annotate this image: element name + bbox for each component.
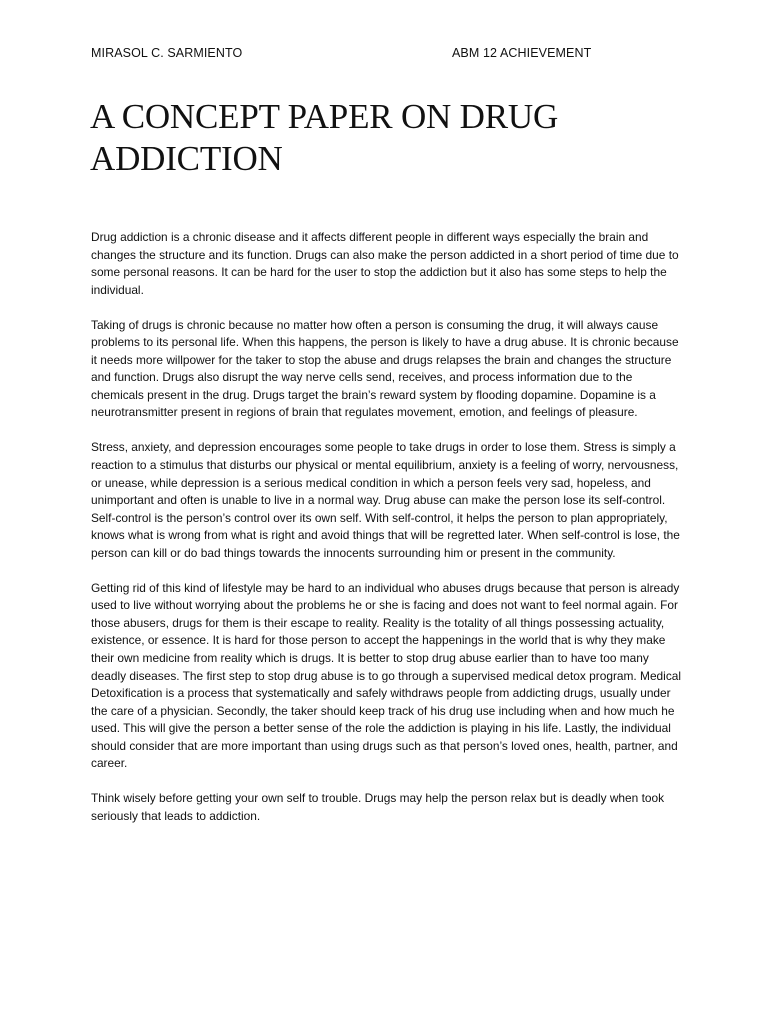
page-header — [91, 46, 611, 64]
document-title: A CONCEPT PAPER ON DRUG ADDICTION — [90, 97, 559, 178]
paragraph-5: Think wisely before getting your own self to trouble. Drugs may help the person relax but is deadly when took seriously that leads to addiction. — [91, 791, 665, 823]
paragraph-1: Drug addiction is a chronic disease and it affects different people in different ways especially the brain and changes the structure and its function. Drugs can also make the person addicted in a short period of time due to some personal reasons. It can be hard for the user to stop the addiction but it also has some steps to help the individual. — [91, 230, 679, 297]
paragraph-3: Stress, anxiety, and depression encourages some people to take drugs in order to lose them. Stress is simply a reaction to a stimulus that disturbs our physical or mental equilibrium, anxiety is a feeling of worry, nervousness, or unease, while depression is a serious medical condition in which a person feels very sad, hopeless, and unimportant and often is unable to live in a normal way. Drug abuse can make the person lose its self-control. Self-control is the person’s control over its own self. With self-control, it helps the person to plan appropriately, knows what is wrong from what is right and avoid things that will be regretted later. When self-control is lose, the person can kill or do bad things towards the innocents surrounding him or present in the community. — [91, 440, 680, 560]
author-name: MIRASOL C. SARMIENTO — [91, 46, 243, 60]
paragraph-2: Taking of drugs is chronic because no matter how often a person is consuming the drug, it will always cause problems to its personal life. When this happens, the person is likely to have a drug abuse. It is chronic because it needs more willpower for the taker to stop the abuse and drugs relapses the brain and changes the structure and function. Drugs also disrupt the way nerve cells send, receives, and process information due to the chemicals present in the drug. Drugs target the brain’s reward system by flooding dopamine. Dopamine is a neurotransmitter present in regions of brain that regulates movement, emotion, and feelings of pleasure. — [91, 317, 679, 420]
class-section: ABM 12 ACHIEVEMENT — [452, 46, 592, 60]
document-body — [91, 229, 681, 843]
paragraph-4: Getting rid of this kind of lifestyle may be hard to an individual who abuses drugs because that person is already used to live without worrying about the problems he or she is facing and does not want to feel normal again. For those abusers, drugs for them is their escape to reality. Reality is the totality of all things possessing actuality, existence, or essence. It is hard for those person to accept the happenings in the world that is why they make their own medicine from reality which is drugs. It is better to stop drug abuse earlier than to have too many deadly diseases. The first step to stop drug abuse is to go through a supervised medical detox program. Medical Detoxification is a process that systematically and safely withdraws people from addicting drugs, usually under the care of a physician. Secondly, the taker should keep track of his drug use including when and how much he used. This will give the person a better sense of the role the addiction is playing in his life. Lastly, the individual should consider that are more important than using drugs such as that person’s loved ones, health, partner, and career. — [91, 580, 682, 771]
